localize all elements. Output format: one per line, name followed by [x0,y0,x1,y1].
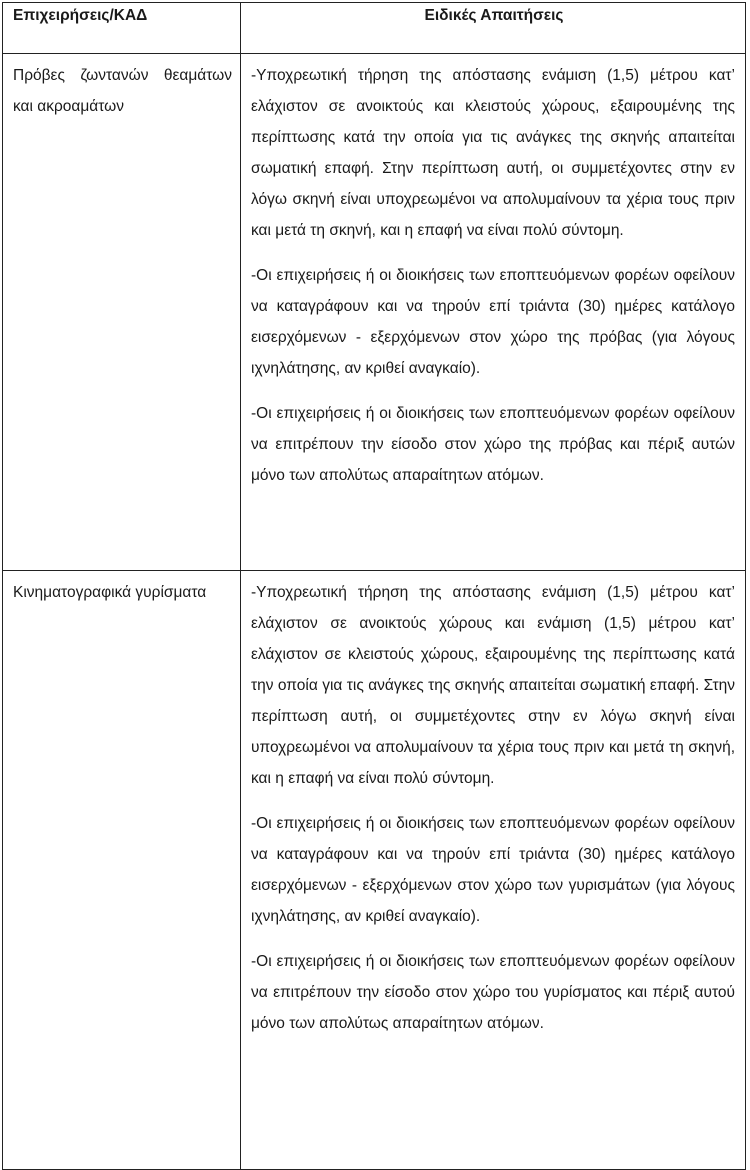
requirement-paragraph: -Οι επιχειρήσεις ή οι διοικήσεις των εποπτευόμενων φορέων οφείλουν να επιτρέπουν την είσοδο στον χώρο της πρόβας και πέριξ αυτών μόνο των απολύτως απαραίτητων ατόμων. [251,405,735,484]
requirement-paragraph: -Οι επιχειρήσεις ή οι διοικήσεις των εποπτευόμενων φορέων οφείλουν να καταγράφουν και να τηρούν επί τριάντα (30) ημέρες κατάλογο εισερχόμενων - εξερχόμενων στον χώρο των γυρισμάτων (για λόγους ιχνηλάτησης, αν κριθεί αναγκαίο). [251,815,735,925]
requirements-cell [241,54,746,571]
requirement-paragraph: -Οι επιχειρήσεις ή οι διοικήσεις των εποπτευόμενων φορέων οφείλουν να επιτρέπουν την είσοδο στον χώρο του γυρίσματος και πέριξ αυτού μόνο των απολύτως απαραίτητων ατόμων. [251,953,735,1032]
requirement-paragraph: -Υποχρεωτική τήρηση της απόστασης ενάμιση (1,5) μέτρου κατ’ ελάχιστον σε ανοικτούς και κλειστούς χώρους, εξαιρουμένης της περίπτωσης κατά την οποία για τις ανάγκες της σκηνής απαιτείται σωματική επαφή. Στην περίπτωση αυτή, οι συμμετέχοντες στην εν λόγω σκηνή είναι υποχρεωμένοι να απολυμαίνουν τα χέρια τους πριν και μετά τη σκηνή, και η επαφή να είναι πολύ σύντομη. [251,67,735,239]
requirements-cell [241,571,746,1170]
table-row [3,571,746,1170]
table-header-row [3,3,746,54]
activity-cell: Πρόβες ζωντανών θεαμάτων και ακροαμάτων [3,54,241,571]
table-row [3,54,746,571]
activity-column-header: Επιχειρήσεις/ΚΑΔ [3,3,241,54]
requirement-paragraph: -Υποχρεωτική τήρηση της απόστασης ενάμιση (1,5) μέτρου κατ’ ελάχιστον σε ανοικτούς χώρους και ενάμιση (1,5) μέτρου κατ’ ελάχιστον σε κλειστούς χώρους, εξαιρουμένης της περίπτωσης κατά την οποία για τις ανάγκες της σκηνής απαιτείται σωματική επαφή. Στην περίπτωση αυτή, οι συμμετέχοντες στην εν λόγω σκηνή είναι υποχρεωμένοι να απολυμαίνουν τα χέρια τους πριν και μετά τη σκηνή, και η επαφή να είναι πολύ σύντομη. [251,584,735,787]
requirements-table [2,2,746,1170]
requirements-column-header: Ειδικές Απαιτήσεις [241,3,746,54]
activity-cell: Κινηματογραφικά γυρίσματα [3,571,241,1170]
requirement-paragraph: -Οι επιχειρήσεις ή οι διοικήσεις των εποπτευόμενων φορέων οφείλουν να καταγράφουν και να τηρούν επί τριάντα (30) ημέρες κατάλογο εισερχόμενων - εξερχόμενων στον χώρο της πρόβας (για λόγους ιχνηλάτησης, αν κριθεί αναγκαίο). [251,267,735,377]
